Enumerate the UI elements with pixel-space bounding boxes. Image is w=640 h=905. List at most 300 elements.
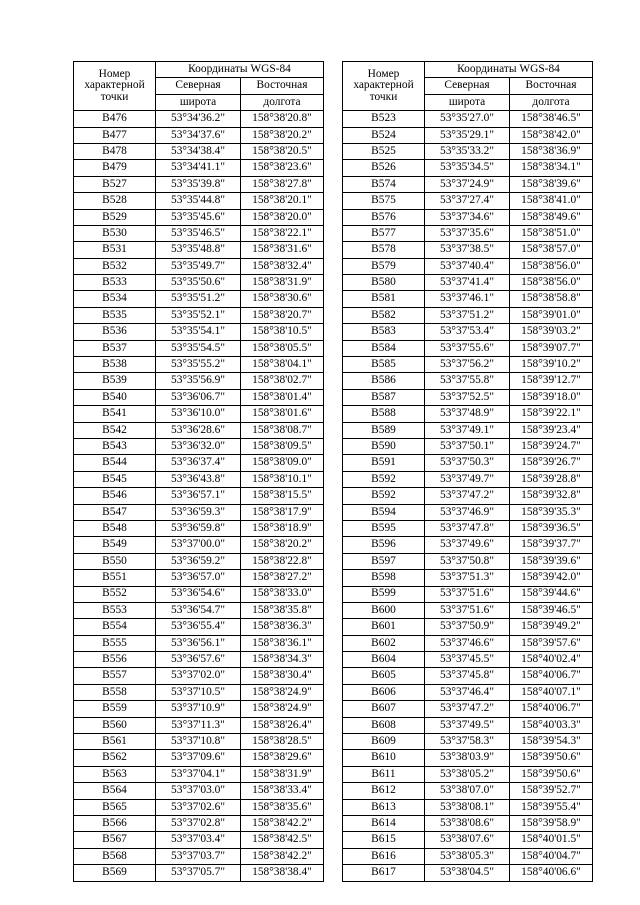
table-row (74, 242, 324, 258)
latitude-cell: 53°35'56.9" (156, 373, 241, 389)
latitude-header-line: Северная (425, 78, 510, 94)
latitude-cell: 53°38'05.3" (425, 848, 510, 864)
latitude-cell: 53°38'07.6" (425, 832, 510, 848)
table-row (74, 783, 324, 799)
longitude-cell: 158°39'03.2" (510, 324, 593, 340)
point-number-header-line: Номер (367, 67, 400, 80)
longitude-cell: 158°38'33.0" (241, 586, 324, 602)
latitude-cell: 53°35'52.1" (156, 307, 241, 323)
table-row (343, 357, 593, 373)
table-row (343, 471, 593, 487)
latitude-cell: 53°35'51.2" (156, 291, 241, 307)
longitude-cell: 158°38'20.2" (241, 127, 324, 143)
point-number-header-line: точки (100, 90, 129, 103)
longitude-cell: 158°38'08.7" (241, 422, 324, 438)
point-number-cell: B525 (343, 143, 425, 159)
table-row (74, 111, 324, 127)
latitude-cell: 53°37'52.5" (425, 389, 510, 405)
longitude-cell: 158°39'50.6" (510, 750, 593, 766)
latitude-cell: 53°36'06.7" (156, 389, 241, 405)
longitude-cell: 158°38'15.5" (241, 488, 324, 504)
latitude-header-line: Северная (156, 78, 241, 94)
table-row (74, 438, 324, 454)
table-row (343, 750, 593, 766)
longitude-cell: 158°39'42.0" (510, 570, 593, 586)
latitude-cell: 53°37'05.7" (156, 865, 241, 881)
point-number-cell: B539 (74, 373, 156, 389)
point-number-cell: B605 (343, 668, 425, 684)
point-number-header-line: Номер (98, 67, 131, 80)
point-number-cell: B550 (74, 553, 156, 569)
table-row (74, 488, 324, 504)
table-row (74, 586, 324, 602)
longitude-cell: 158°38'56.0" (510, 258, 593, 274)
latitude-cell: 53°37'47.2" (425, 701, 510, 717)
latitude-cell: 53°35'46.5" (156, 225, 241, 241)
latitude-cell: 53°37'11.3" (156, 717, 241, 733)
longitude-cell: 158°40'07.1" (510, 684, 593, 700)
latitude-cell: 53°37'00.0" (156, 537, 241, 553)
longitude-cell: 158°39'52.7" (510, 783, 593, 799)
longitude-cell: 158°38'42.2" (241, 848, 324, 864)
latitude-header-line: широта (156, 94, 241, 110)
table-row (74, 684, 324, 700)
latitude-cell: 53°36'59.2" (156, 553, 241, 569)
table-row (343, 307, 593, 323)
latitude-cell: 53°36'37.4" (156, 455, 241, 471)
point-number-cell: B538 (74, 357, 156, 373)
table-row (343, 537, 593, 553)
latitude-cell: 53°36'10.0" (156, 406, 241, 422)
latitude-cell: 53°36'55.4" (156, 619, 241, 635)
latitude-cell: 53°35'49.7" (156, 258, 241, 274)
point-number-cell: B529 (74, 209, 156, 225)
longitude-cell: 158°38'04.1" (241, 357, 324, 373)
table-row (343, 701, 593, 717)
point-number-cell: B544 (74, 455, 156, 471)
latitude-cell: 53°34'38.4" (156, 143, 241, 159)
point-number-cell: B478 (74, 143, 156, 159)
latitude-cell: 53°37'49.7" (425, 471, 510, 487)
point-number-cell: B555 (74, 635, 156, 651)
latitude-cell: 53°37'03.7" (156, 848, 241, 864)
table-row (74, 832, 324, 848)
latitude-cell: 53°36'32.0" (156, 438, 241, 454)
longitude-cell: 158°38'09.0" (241, 455, 324, 471)
latitude-cell: 53°38'04.5" (425, 865, 510, 881)
point-number-cell: B584 (343, 340, 425, 356)
table-row (74, 143, 324, 159)
longitude-cell: 158°38'31.9" (241, 766, 324, 782)
longitude-cell: 158°38'09.5" (241, 438, 324, 454)
point-number-cell: B567 (74, 832, 156, 848)
point-number-cell: B601 (343, 619, 425, 635)
longitude-cell: 158°39'10.2" (510, 357, 593, 373)
longitude-cell: 158°39'23.4" (510, 422, 593, 438)
latitude-cell: 53°35'50.6" (156, 275, 241, 291)
point-number-cell: B611 (343, 766, 425, 782)
point-number-cell: B581 (343, 291, 425, 307)
point-number-cell: B545 (74, 471, 156, 487)
latitude-cell: 53°37'46.4" (425, 684, 510, 700)
latitude-cell: 53°34'37.6" (156, 127, 241, 143)
latitude-cell: 53°34'41.1" (156, 160, 241, 176)
point-number-cell: B554 (74, 619, 156, 635)
latitude-cell: 53°37'55.8" (425, 373, 510, 389)
coordinates-table-left (73, 61, 324, 882)
point-number-cell: B577 (343, 225, 425, 241)
point-number-cell: B557 (74, 668, 156, 684)
longitude-cell: 158°39'54.3" (510, 734, 593, 750)
latitude-cell: 53°37'51.3" (425, 570, 510, 586)
longitude-cell: 158°38'24.9" (241, 701, 324, 717)
longitude-cell: 158°39'46.5" (510, 602, 593, 618)
longitude-cell: 158°38'39.6" (510, 176, 593, 192)
longitude-cell: 158°39'55.4" (510, 799, 593, 815)
table-row (343, 734, 593, 750)
longitude-cell: 158°38'20.5" (241, 143, 324, 159)
point-number-cell: B540 (74, 389, 156, 405)
table-body (343, 111, 593, 881)
point-number-header-line: характерной (353, 79, 414, 92)
latitude-cell: 53°37'03.4" (156, 832, 241, 848)
longitude-cell: 158°38'34.3" (241, 652, 324, 668)
point-number-cell: B617 (343, 865, 425, 881)
point-number-cell: B558 (74, 684, 156, 700)
longitude-cell: 158°39'12.7" (510, 373, 593, 389)
point-number-cell: B597 (343, 553, 425, 569)
table-row (74, 455, 324, 471)
longitude-cell: 158°38'33.4" (241, 783, 324, 799)
latitude-cell: 53°37'51.2" (425, 307, 510, 323)
longitude-cell: 158°39'18.0" (510, 389, 593, 405)
longitude-cell: 158°39'22.1" (510, 406, 593, 422)
point-number-cell: B599 (343, 586, 425, 602)
latitude-cell: 53°37'35.6" (425, 225, 510, 241)
latitude-cell: 53°37'10.9" (156, 701, 241, 717)
table-row (343, 848, 593, 864)
longitude-cell: 158°38'31.6" (241, 242, 324, 258)
longitude-cell: 158°38'30.6" (241, 291, 324, 307)
point-number-cell: B608 (343, 717, 425, 733)
table-row (74, 734, 324, 750)
longitude-cell: 158°38'22.1" (241, 225, 324, 241)
latitude-cell: 53°37'45.8" (425, 668, 510, 684)
latitude-cell: 53°36'56.1" (156, 635, 241, 651)
table-row (74, 340, 324, 356)
point-number-header (343, 62, 425, 111)
longitude-cell: 158°38'42.0" (510, 127, 593, 143)
point-number-cell: B574 (343, 176, 425, 192)
latitude-cell: 53°37'09.6" (156, 750, 241, 766)
table-row (74, 258, 324, 274)
longitude-cell: 158°40'06.7" (510, 668, 593, 684)
latitude-cell: 53°37'58.3" (425, 734, 510, 750)
table-row (74, 553, 324, 569)
longitude-cell: 158°38'58.8" (510, 291, 593, 307)
latitude-cell: 53°37'47.2" (425, 488, 510, 504)
point-number-cell: B566 (74, 815, 156, 831)
latitude-cell: 53°35'54.1" (156, 324, 241, 340)
point-number-cell: B609 (343, 734, 425, 750)
point-number-cell: B547 (74, 504, 156, 520)
longitude-cell: 158°39'49.2" (510, 619, 593, 635)
table-row (343, 652, 593, 668)
table-row (343, 832, 593, 848)
table-row (74, 127, 324, 143)
point-number-cell: B606 (343, 684, 425, 700)
table-row (343, 586, 593, 602)
point-number-cell: B565 (74, 799, 156, 815)
table-row (343, 176, 593, 192)
point-number-cell: B537 (74, 340, 156, 356)
point-number-cell: B590 (343, 438, 425, 454)
table-row (74, 275, 324, 291)
longitude-header-line: долгота (241, 94, 324, 110)
latitude-header-line: широта (425, 94, 510, 110)
latitude-cell: 53°37'10.8" (156, 734, 241, 750)
table-row (74, 701, 324, 717)
longitude-cell: 158°38'30.4" (241, 668, 324, 684)
table-row (74, 717, 324, 733)
point-number-cell: B527 (74, 176, 156, 192)
latitude-cell: 53°38'07.0" (425, 783, 510, 799)
point-number-cell: B575 (343, 193, 425, 209)
latitude-cell: 53°37'53.4" (425, 324, 510, 340)
longitude-cell: 158°38'31.9" (241, 275, 324, 291)
longitude-cell: 158°40'02.4" (510, 652, 593, 668)
latitude-cell: 53°36'28.6" (156, 422, 241, 438)
point-number-cell: B596 (343, 537, 425, 553)
longitude-cell: 158°38'42.2" (241, 815, 324, 831)
table-row (74, 291, 324, 307)
table-row (343, 438, 593, 454)
table-row (74, 406, 324, 422)
point-number-cell: B607 (343, 701, 425, 717)
latitude-cell: 53°38'05.2" (425, 766, 510, 782)
table-row (74, 225, 324, 241)
latitude-cell: 53°37'50.1" (425, 438, 510, 454)
longitude-cell: 158°39'39.6" (510, 553, 593, 569)
point-number-cell: B585 (343, 357, 425, 373)
longitude-cell: 158°38'36.9" (510, 143, 593, 159)
point-number-cell: B576 (343, 209, 425, 225)
table-row (343, 570, 593, 586)
table-row (74, 357, 324, 373)
longitude-cell: 158°38'36.1" (241, 635, 324, 651)
table-row (74, 504, 324, 520)
table-row (343, 291, 593, 307)
latitude-cell: 53°35'55.2" (156, 357, 241, 373)
latitude-cell: 53°37'02.8" (156, 815, 241, 831)
longitude-cell: 158°38'35.6" (241, 799, 324, 815)
point-number-cell: B591 (343, 455, 425, 471)
longitude-cell: 158°38'41.0" (510, 193, 593, 209)
table-header (343, 62, 593, 111)
longitude-cell: 158°38'10.5" (241, 324, 324, 340)
longitude-cell: 158°39'35.3" (510, 504, 593, 520)
latitude-cell: 53°35'29.1" (425, 127, 510, 143)
table-row (74, 471, 324, 487)
point-number-cell: B532 (74, 258, 156, 274)
latitude-cell: 53°37'34.6" (425, 209, 510, 225)
latitude-cell: 53°37'49.6" (425, 537, 510, 553)
table-row (343, 373, 593, 389)
table-row (343, 455, 593, 471)
point-number-cell: B598 (343, 570, 425, 586)
point-number-header-line: точки (369, 90, 398, 103)
latitude-cell: 53°37'45.5" (425, 652, 510, 668)
point-number-cell: B534 (74, 291, 156, 307)
table-row (74, 422, 324, 438)
point-number-cell: B563 (74, 766, 156, 782)
latitude-cell: 53°37'56.2" (425, 357, 510, 373)
longitude-header-line: Восточная (241, 78, 324, 94)
point-number-cell: B594 (343, 504, 425, 520)
table-row (343, 815, 593, 831)
latitude-cell: 53°34'36.2" (156, 111, 241, 127)
longitude-cell: 158°38'01.4" (241, 389, 324, 405)
latitude-cell: 53°37'50.8" (425, 553, 510, 569)
point-number-cell: B583 (343, 324, 425, 340)
latitude-cell: 53°37'48.9" (425, 406, 510, 422)
point-number-cell: B582 (343, 307, 425, 323)
latitude-cell: 53°35'27.0" (425, 111, 510, 127)
point-number-cell: B528 (74, 193, 156, 209)
latitude-cell: 53°37'04.1" (156, 766, 241, 782)
longitude-cell: 158°39'58.9" (510, 815, 593, 831)
longitude-cell: 158°38'10.1" (241, 471, 324, 487)
longitude-cell: 158°39'24.7" (510, 438, 593, 454)
latitude-cell: 53°37'46.6" (425, 635, 510, 651)
longitude-cell: 158°38'20.7" (241, 307, 324, 323)
point-number-header-line: характерной (84, 79, 145, 92)
table-row (74, 766, 324, 782)
longitude-cell: 158°38'42.5" (241, 832, 324, 848)
coordinates-header: Координаты WGS-84 (425, 62, 593, 78)
longitude-cell: 158°39'50.6" (510, 766, 593, 782)
point-number-cell: B541 (74, 406, 156, 422)
point-number-cell: B548 (74, 520, 156, 536)
table-row (343, 160, 593, 176)
point-number-cell: B612 (343, 783, 425, 799)
latitude-cell: 53°35'48.8" (156, 242, 241, 258)
longitude-cell: 158°38'57.0" (510, 242, 593, 258)
point-number-cell: B556 (74, 652, 156, 668)
longitude-cell: 158°39'32.8" (510, 488, 593, 504)
table-row (74, 602, 324, 618)
table-row (343, 619, 593, 635)
table-row (74, 848, 324, 864)
table-row (343, 275, 593, 291)
point-number-cell: B610 (343, 750, 425, 766)
latitude-cell: 53°36'57.1" (156, 488, 241, 504)
table-row (343, 422, 593, 438)
latitude-cell: 53°37'02.6" (156, 799, 241, 815)
longitude-cell: 158°38'34.1" (510, 160, 593, 176)
latitude-cell: 53°36'57.0" (156, 570, 241, 586)
point-number-cell: B552 (74, 586, 156, 602)
latitude-cell: 53°37'27.4" (425, 193, 510, 209)
point-number-cell: B535 (74, 307, 156, 323)
longitude-cell: 158°39'01.0" (510, 307, 593, 323)
longitude-cell: 158°38'49.6" (510, 209, 593, 225)
table-row (343, 193, 593, 209)
longitude-cell: 158°39'44.6" (510, 586, 593, 602)
latitude-cell: 53°37'50.3" (425, 455, 510, 471)
table-row (343, 242, 593, 258)
latitude-cell: 53°37'50.9" (425, 619, 510, 635)
longitude-cell: 158°38'18.9" (241, 520, 324, 536)
table-row (74, 619, 324, 635)
coordinates-table-right (342, 61, 593, 882)
point-number-cell: B580 (343, 275, 425, 291)
longitude-header-line: долгота (510, 94, 593, 110)
longitude-cell: 158°38'46.5" (510, 111, 593, 127)
point-number-cell: B604 (343, 652, 425, 668)
point-number-cell: B600 (343, 602, 425, 618)
point-number-cell: B479 (74, 160, 156, 176)
longitude-header-line: Восточная (510, 78, 593, 94)
table-row (343, 488, 593, 504)
table-row (343, 258, 593, 274)
table-row (74, 193, 324, 209)
longitude-cell: 158°38'51.0" (510, 225, 593, 241)
latitude-cell: 53°38'03.9" (425, 750, 510, 766)
latitude-cell: 53°35'45.6" (156, 209, 241, 225)
latitude-cell: 53°37'03.0" (156, 783, 241, 799)
point-number-cell: B561 (74, 734, 156, 750)
longitude-cell: 158°38'38.4" (241, 865, 324, 881)
point-number-header (74, 62, 156, 111)
table-row (343, 553, 593, 569)
point-number-cell: B569 (74, 865, 156, 881)
point-number-cell: B564 (74, 783, 156, 799)
longitude-cell: 158°39'57.6" (510, 635, 593, 651)
table-row (343, 324, 593, 340)
table-header (74, 62, 324, 111)
longitude-cell: 158°40'03.3" (510, 717, 593, 733)
longitude-cell: 158°38'20.0" (241, 209, 324, 225)
longitude-cell: 158°38'20.1" (241, 193, 324, 209)
point-number-cell: B613 (343, 799, 425, 815)
latitude-cell: 53°36'54.6" (156, 586, 241, 602)
latitude-cell: 53°38'08.1" (425, 799, 510, 815)
table-row (343, 799, 593, 815)
latitude-cell: 53°37'55.6" (425, 340, 510, 356)
table-row (74, 389, 324, 405)
point-number-cell: B615 (343, 832, 425, 848)
point-number-cell: B586 (343, 373, 425, 389)
table-row (343, 635, 593, 651)
longitude-cell: 158°38'20.8" (241, 111, 324, 127)
latitude-cell: 53°35'44.8" (156, 193, 241, 209)
longitude-cell: 158°38'28.5" (241, 734, 324, 750)
point-number-cell: B602 (343, 635, 425, 651)
point-number-cell: B531 (74, 242, 156, 258)
latitude-cell: 53°37'47.8" (425, 520, 510, 536)
table-row (74, 799, 324, 815)
table-row (74, 176, 324, 192)
table-row (74, 570, 324, 586)
point-number-cell: B588 (343, 406, 425, 422)
point-number-cell: B559 (74, 701, 156, 717)
longitude-cell: 158°39'26.7" (510, 455, 593, 471)
longitude-cell: 158°38'27.2" (241, 570, 324, 586)
longitude-cell: 158°38'32.4" (241, 258, 324, 274)
longitude-cell: 158°39'28.8" (510, 471, 593, 487)
point-number-cell: B546 (74, 488, 156, 504)
